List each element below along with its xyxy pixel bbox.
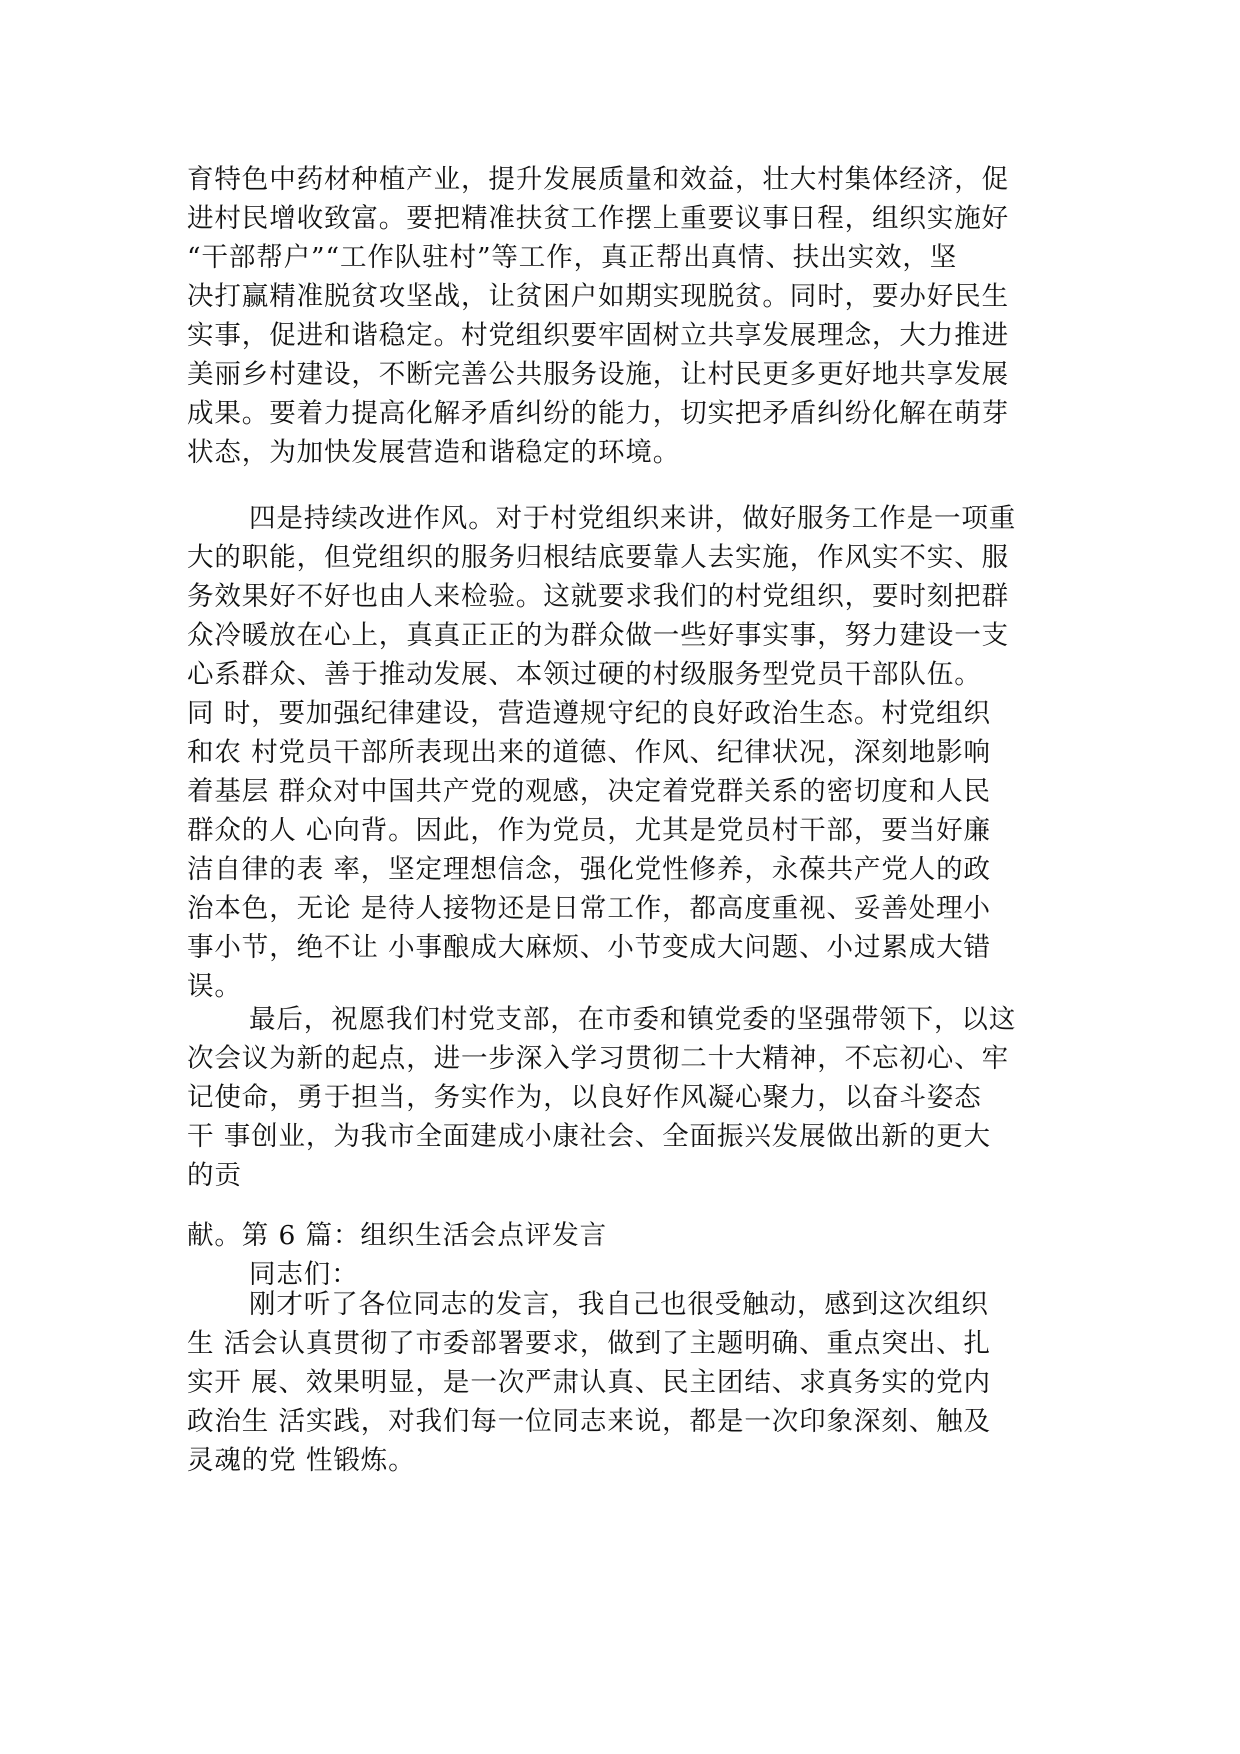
section-heading-article-6 <box>187 1216 1067 1294</box>
text-line: 洁自律的表 率，坚定理想信念，强化党性修养，永葆共产党人的政 <box>187 854 991 885</box>
text-line: 着基层 群众对中国共产党的观感，决定着党群关系的密切度和人民 <box>187 776 991 807</box>
text-line-first: 刚才听了各位同志的发言，我自己也很受触动，感到这次组织 <box>249 1289 989 1320</box>
text-line: 政治生 活实践，对我们每一位同志来说，都是一次印象深刻、触及 <box>187 1406 991 1437</box>
text-line: 灵魂的党 性锻炼。 <box>187 1445 416 1476</box>
text-line: 的贡 <box>187 1160 242 1191</box>
text-line: 实事，促进和谐稳定。村党组织要牢固树立共享发展理念，大力推进 <box>187 320 1009 351</box>
paragraph-rural-development <box>187 160 1067 472</box>
text-line-first: 最后，祝愿我们村党支部，在市委和镇党委的坚强带领下，以这 <box>249 1004 1017 1035</box>
text-line: 实开 展、效果明显，是一次严肃认真、民主团结、求真务实的党内 <box>187 1367 991 1398</box>
text-line: 进村民增收致富。要把精准扶贫工作摆上重要议事日程，组织实施好 <box>187 203 1009 234</box>
text-line: 干 事创业，为我市全面建成小康社会、全面振兴发展做出新的更大 <box>187 1121 991 1152</box>
text-line: 美丽乡村建设，不断完善公共服务设施，让村民更多更好地共享发展 <box>187 359 1009 390</box>
text-line: 记使命，勇于担当，务实作为，以良好作风凝心聚力，以奋斗姿态 <box>187 1082 982 1113</box>
paragraph-improve-work-style <box>187 499 1067 1006</box>
text-line: 事小节，绝不让 小事酿成大麻烦、小节变成大问题、小过累成大错 <box>187 932 991 963</box>
paragraph-review-remarks <box>187 1285 1067 1480</box>
text-line: 决打赢精准脱贫攻坚战，让贫困户如期实现脱贫。同时，要办好民生 <box>187 281 1009 312</box>
text-line: 心系群众、善于推动发展、本领过硬的村级服务型党员干部队伍。 <box>187 659 982 690</box>
text-line: 育特色中药材种植产业，提升发展质量和效益，壮大村集体经济，促 <box>187 164 1009 195</box>
text-line: 误。 <box>187 971 242 1002</box>
text-line: 大的职能，但党组织的服务归根结底要靠人去实施，作风实不实、服 <box>187 542 1009 573</box>
text-line: 生 活会认真贯彻了市委部署要求，做到了主题明确、重点突出、扎 <box>187 1328 991 1359</box>
text-line: 状态，为加快发展营造和谐稳定的环境。 <box>187 437 681 468</box>
article-heading: 献。第 6 篇：组织生活会点评发言 <box>187 1220 608 1251</box>
text-line: 次会议为新的起点，进一步深入学习贯彻二十大精神，不忘初心、牢 <box>187 1043 1009 1074</box>
salutation: 同志们： <box>249 1259 359 1290</box>
text-line: 成果。要着力提高化解矛盾纠纷的能力，切实把矛盾纠纷化解在萌芽 <box>187 398 1009 429</box>
text-line: 治本色，无论 是待人接物还是日常工作，都高度重视、妥善处理小 <box>187 893 991 924</box>
paragraph-closing-wishes <box>187 1000 1067 1195</box>
text-line-first: 四是持续改进作风。对于村党组织来讲，做好服务工作是一项重 <box>249 503 1017 534</box>
text-line: 务效果好不好也由人来检验。这就要求我们的村党组织，要时刻把群 <box>187 581 1009 612</box>
text-line: 和农 村党员干部所表现出来的道德、作风、纪律状况，深刻地影响 <box>187 737 991 768</box>
text-line: 众冷暖放在心上，真真正正的为群众做一些好事实事，努力建设一支 <box>187 620 1009 651</box>
text-line: “干部帮户”“工作队驻村”等工作，真正帮出真情、扶出实效，坚 <box>187 242 958 273</box>
text-line: 群众的人 心向背。因此，作为党员，尤其是党员村干部，要当好廉 <box>187 815 991 846</box>
text-line: 同 时，要加强纪律建设，营造遵规守纪的良好政治生态。村党组织 <box>187 698 991 729</box>
